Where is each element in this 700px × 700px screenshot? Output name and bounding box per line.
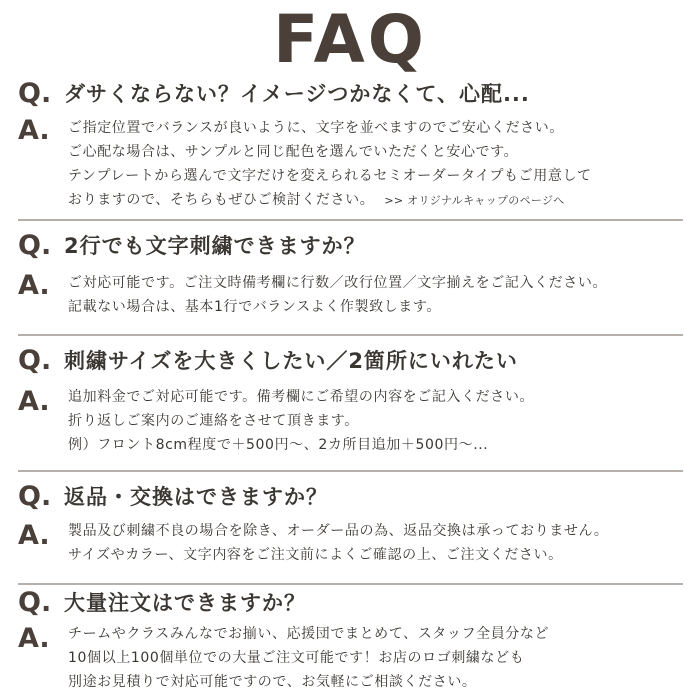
q-mark: Q. — [18, 481, 52, 512]
answer-line: ご指定位置でバランスが良いように、文字を並べますのでご安心ください。 — [68, 120, 564, 136]
answer-line: 折り返しご案内のご連絡をさせて頂きます。 — [68, 413, 359, 429]
faq-divider — [18, 334, 683, 336]
q-mark: Q. — [18, 78, 52, 109]
a-mark: A. — [18, 520, 50, 551]
answer-line: 10個以上100個単位での大量ご注文可能です！お店のロゴ刺繍なども — [68, 650, 525, 666]
answer-line: チームやクラスみんなでお揃い、応援団でまとめて、スタッフ全員分など — [68, 626, 550, 642]
question-text: 大量注文はできますか？ — [64, 591, 306, 615]
a-mark: A. — [18, 270, 50, 301]
answer-lines — [68, 519, 698, 567]
page-title: FAQ — [273, 1, 427, 78]
answer-line: 追加料金でご対応可能です。備考欄にご希望の内容をご記入ください。 — [68, 389, 535, 405]
answer-line: サイズやカラー、文字内容をご注文前によくご確認の上、ご注文ください。 — [68, 547, 563, 563]
answer-lines — [68, 271, 698, 319]
original-cap-page-link[interactable]: >> オリジナルキャップのページへ — [384, 194, 565, 207]
question-text: 2行でも文字刺繍できますか？ — [64, 234, 366, 258]
a-mark: A. — [18, 115, 50, 146]
q-mark: Q. — [18, 230, 52, 261]
answer-line: 記載ない場合は、基本1行でバランスよく作製致します。 — [68, 299, 441, 315]
answer-line: ご対応可能です。ご注文時備考欄に行数／改行位置／文字揃えをご記入ください。 — [68, 275, 608, 291]
answer-line: 別途お見積りで対応可能ですので、お気軽にご相談ください。 — [68, 674, 477, 690]
question-text: ダサくならない？イメージつかなくて、心配... — [64, 82, 530, 106]
answer-line-text: おりますので、そちらもぜひご検討ください。 — [68, 192, 375, 208]
q-mark: Q. — [18, 345, 52, 376]
answer-lines — [68, 116, 698, 213]
faq-divider — [18, 219, 683, 221]
answer-line: ご心配な場合は、サンプルと同じ配色を選んでいただくと安心です。 — [68, 144, 519, 160]
a-mark: A. — [18, 386, 50, 417]
answer-line: テンプレートから選んで文字だけを変えられるセミオーダータイプもご用意して — [68, 168, 592, 184]
answer-lines — [68, 385, 698, 457]
answer-lines — [68, 622, 698, 694]
answer-line: 製品及び刺繍不良の場合を除き、オーダー品の為、返品交換は承っておりません。 — [68, 523, 609, 539]
faq-divider — [18, 583, 683, 585]
question-text: 刺繍サイズを大きくしたい／2箇所にいれたい — [64, 349, 518, 373]
answer-line: 例）フロント8cm程度で＋500円〜、2カ所目追加＋500円〜... — [68, 437, 489, 453]
answer-line — [68, 188, 698, 213]
faq-divider — [18, 470, 683, 472]
q-mark: Q. — [18, 587, 52, 618]
a-mark: A. — [18, 623, 50, 654]
question-text: 返品・交換はできますか？ — [64, 485, 328, 509]
